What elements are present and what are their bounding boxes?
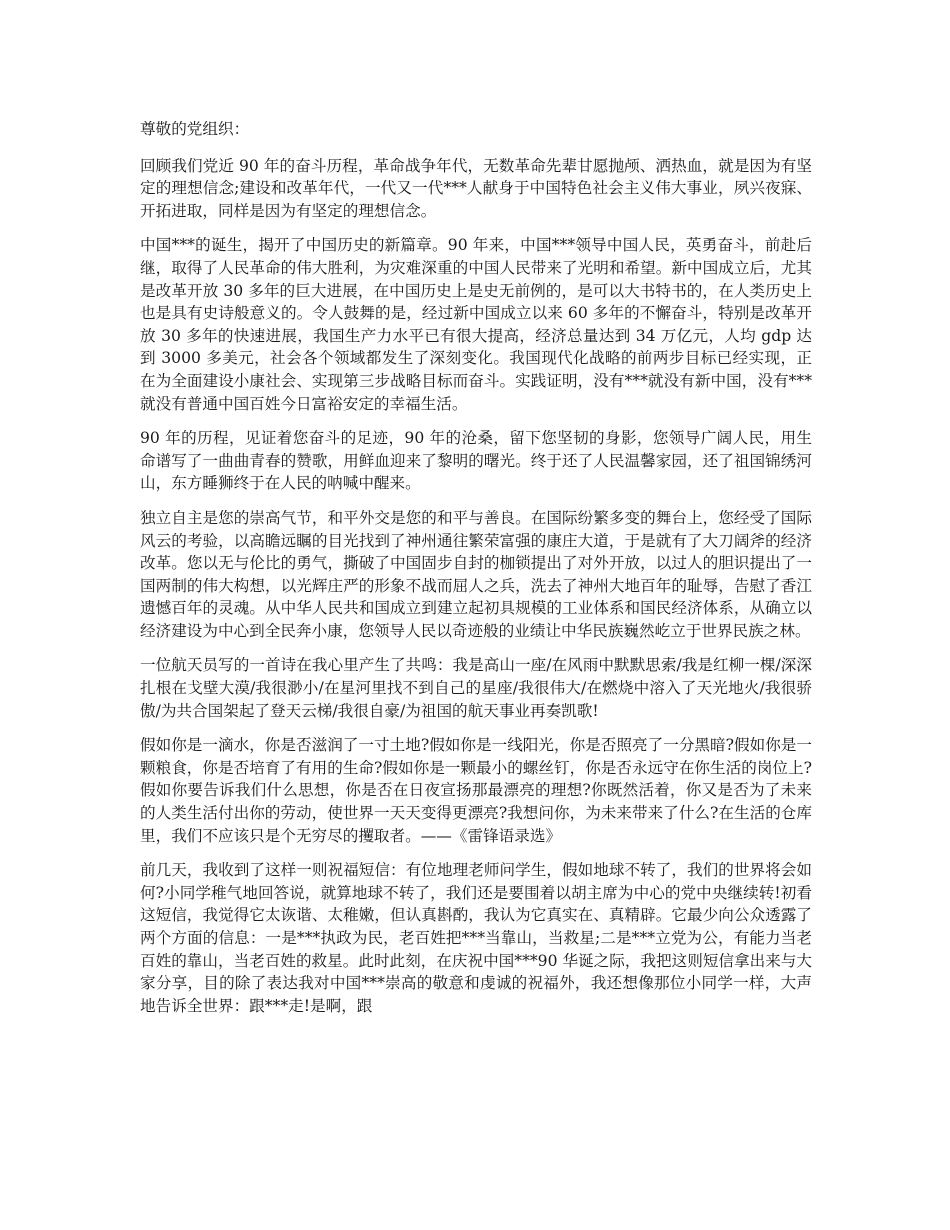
paragraph-90-years: 90 年的历程，见证着您奋斗的足迹，90 年的沧桑，留下您坚韧的身影，您领导广阔人民，用生命谱写了一曲曲青春的赞歌，用鲜血迎来了黎明的曙光。终于还了人民温馨家园，还了祖国锦绣河山，东方睡狮终于在人民的呐喊中醒来。 [140,429,812,493]
paragraph-lei-feng-quote: 假如你是一滴水，你是否滋润了一寸土地?假如你是一线阳光，你是否照亮了一分黑暗?假如你是一颗粮食，你是否培育了有用的生命?假如你是一颗最小的螺丝钉，你是否永远守在你生活的岗位上?假如你要告诉我们什么思想，你是否在日夜宣扬那最漂亮的理想?你既然活着，你又是否为了未来的人类生活付出你的劳动，使世界一天天变得更漂亮?我想问你，为未来带来了什么?在生活的仓库里，我们不应该只是个无穷尽的攫取者。——《雷锋语录选》 [140,736,812,845]
salutation: 尊敬的党组织： [140,120,250,138]
letter-body [140,118,812,1029]
paragraph-astronaut-poem: 一位航天员写的一首诗在我心里产生了共鸣：我是高山一座/在风雨中默默思索/我是红柳一棵/深深扎根在戈壁大漠/我很渺小/在星河里找不到自己的星座/我很伟大/在燃烧中溶入了天光地火/我很骄傲/为共合国架起了登天云梯/我很自豪/为祖国的航天事业再奏凯歌! [140,656,812,720]
paragraph-history-review: 回顾我们党近 90 年的奋斗历程，革命战争年代，无数革命先辈甘愿抛颅、洒热血，就是因为有坚定的理想信念;建设和改革年代，一代又一代***人献身于中国特色社会主义伟大事业，夙兴夜寐、开拓进取，同样是因为有坚定的理想信念。 [140,156,812,220]
paragraph-sms-blessing: 前几天，我收到了这样一则祝福短信：有位地理老师问学生，假如地球不转了，我们的世界将会如何?小同学稚气地回答说，就算地球不转了，我们还是要围着以胡主席为中心的党中央继续转!初看这短信，我觉得它太诙谐、太稚嫩，但认真斟酌，我认为它真实在、真精辟。它最少向公众透露了两个方面的信息：一是***执政为民，老百姓把***当靠山，当救星;二是***立党为公，有能力当老百姓的靠山，当老百姓的救星。此时此刻，在庆祝中国***90 华诞之际，我把这则短信拿出来与大家分享，目的除了表达我对中国***崇高的敬意和虔诚的祝福外，我还想像那位小同学一样，大声地告诉全世界：跟***走!是啊，跟 [140,861,812,1015]
paragraph-party-founding: 中国***的诞生，揭开了中国历史的新篇章。90 年来，中国***领导中国人民，英勇奋斗，前赴后继，取得了人民革命的伟大胜利，为灾难深重的中国人民带来了光明和希望。新中国成立后，尤其是改革开放 30 多年的巨大进展，在中国历史上是史无前例的，是可以大书特书的，在人类历史上也是具有史诗般意义的。令人鼓舞的是，经过新中国成立以来 60 多年的不懈奋斗，特别是改革开放 30 多年的快速进展，我国生产力水平已有很大提高，经济总量达到 34 万亿元，人均 gdp 达到 3000 多美元，社会各个领域都发生了深刻变化。我国现代化战略的前两步目标已经实现，正在为全面建设小康社会、实现第三步战略目标而奋斗。实践证明，没有***就没有新中国，没有***就没有普通中国百姓今日富裕安定的幸福生活。 [140,236,812,413]
paragraph-independence: 独立自主是您的崇高气节，和平外交是您的和平与善良。在国际纷繁多变的舞台上，您经受了国际风云的考验，以高瞻远瞩的目光找到了神州通往繁荣富强的康庄大道，于是就有了大刀阔斧的经济改革。您以无与伦比的勇气，撕破了中国固步自封的枷锁提出了对外开放，以过人的胆识提出了一国两制的伟大构想，以光辉庄严的形象不战而屈人之兵，洗去了神州大地百年的耻辱，告慰了香江遗憾百年的灵魂。从中华人民共和国成立到建立起初具规模的工业体系和国民经济体系，从确立以经济建设为中心到全民奔小康，您领导人民以奇迹般的业绩让中华民族巍然屹立于世界民族之林。 [140,508,812,640]
